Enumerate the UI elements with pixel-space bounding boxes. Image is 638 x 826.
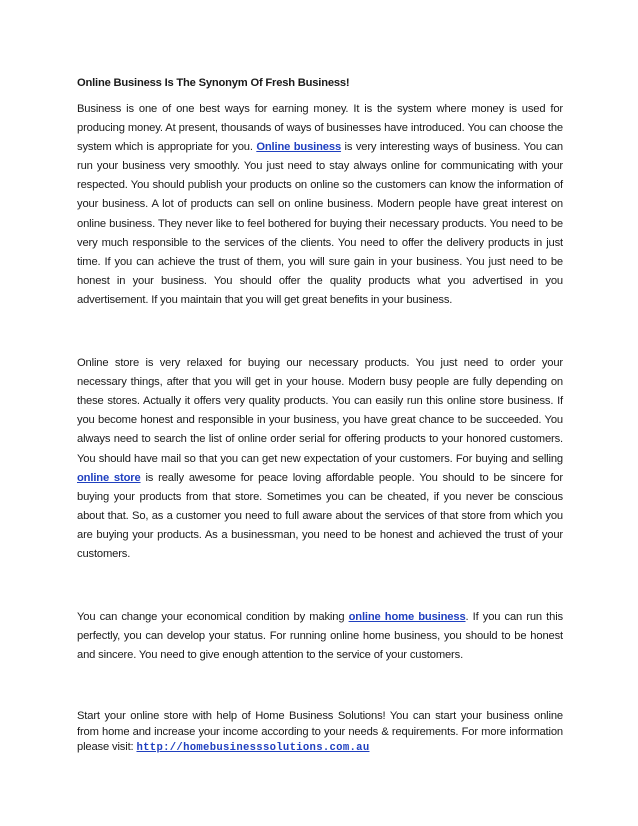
- website-url-link[interactable]: http://homebusinesssolutions.com.au: [136, 742, 370, 755]
- paragraph-spacer: [77, 564, 563, 608]
- paragraph-spacer: [77, 665, 563, 709]
- paragraph-3-text-after: . If you can run this perfectly, you can develop your status. For running online home business, you should to be honest and sincere. You need to give enough attention to the service of your customers.: [77, 611, 563, 662]
- paragraph-spacer: [77, 310, 563, 354]
- online-store-link[interactable]: online store: [77, 471, 141, 484]
- paragraph-2: [77, 354, 563, 564]
- paragraph-1-text-before: Business is one of one best ways for earning money. It is the system where money is used for producing money. At present, thousands of ways of businesses have introduced. You can choose the system which is appropriate for you.: [77, 103, 563, 154]
- paragraph-1-text-after: is very interesting ways of business. You can run your business very smoothly. You just need to stay always online for communicating with your respected. You should publish your products on online so the customers can know the information of your business. A lot of products can sell on online business. Modern people have great interest on online business. They never like to feel bothered for buying their necessary products. You need to be very much responsible to the services of the clients. You need to offer the delivery products in just time. If you can achieve the trust of them, you will sure gain in your business. You just need to be honest in your business. You should offer the quality products what you advertised in you advertisement. If you maintain that you will get great benefits in your business.: [77, 141, 564, 306]
- document-title: Online Business Is The Synonym Of Fresh Business!: [77, 77, 350, 89]
- paragraph-2-text-before: Online store is very relaxed for buying our necessary products. You just need to order your necessary things, after that you will get in your house. Modern busy people are fully depending on these stores. Actually it offers very quality products. You can easily run this online store business. If you become honest and responsible in your business, you have great chance to be succeeded. You always need to search the list of online order serial for offering products to your honored customers. You should have mail so that you can get new expectation of your customers. For buying and selling: [77, 357, 563, 465]
- paragraph-3-text-before: You can change your economical condition by making: [77, 611, 349, 624]
- paragraph-4-text: Start your online store with help of Home Business Solutions! You can start your business online from home and increase your income according to your needs & requirements. For more information please visit:: [77, 710, 563, 754]
- paragraph-2-text-after: is really awesome for peace loving affordable people. You should to be sincere for buying your products from that store. Sometimes you can be cheated, if you never be conscious about that. So, as a customer you need to full aware about the services of that store from which you are buying your products. As a businessman, you need to be honest and achieved the trust of your customers.: [77, 471, 563, 560]
- paragraph-1: [77, 100, 563, 310]
- online-business-link[interactable]: Online business: [256, 141, 342, 154]
- paragraph-3: [77, 608, 563, 665]
- document-page: [77, 76, 563, 757]
- paragraph-4: [77, 709, 563, 757]
- online-home-business-link[interactable]: online home business: [348, 611, 466, 624]
